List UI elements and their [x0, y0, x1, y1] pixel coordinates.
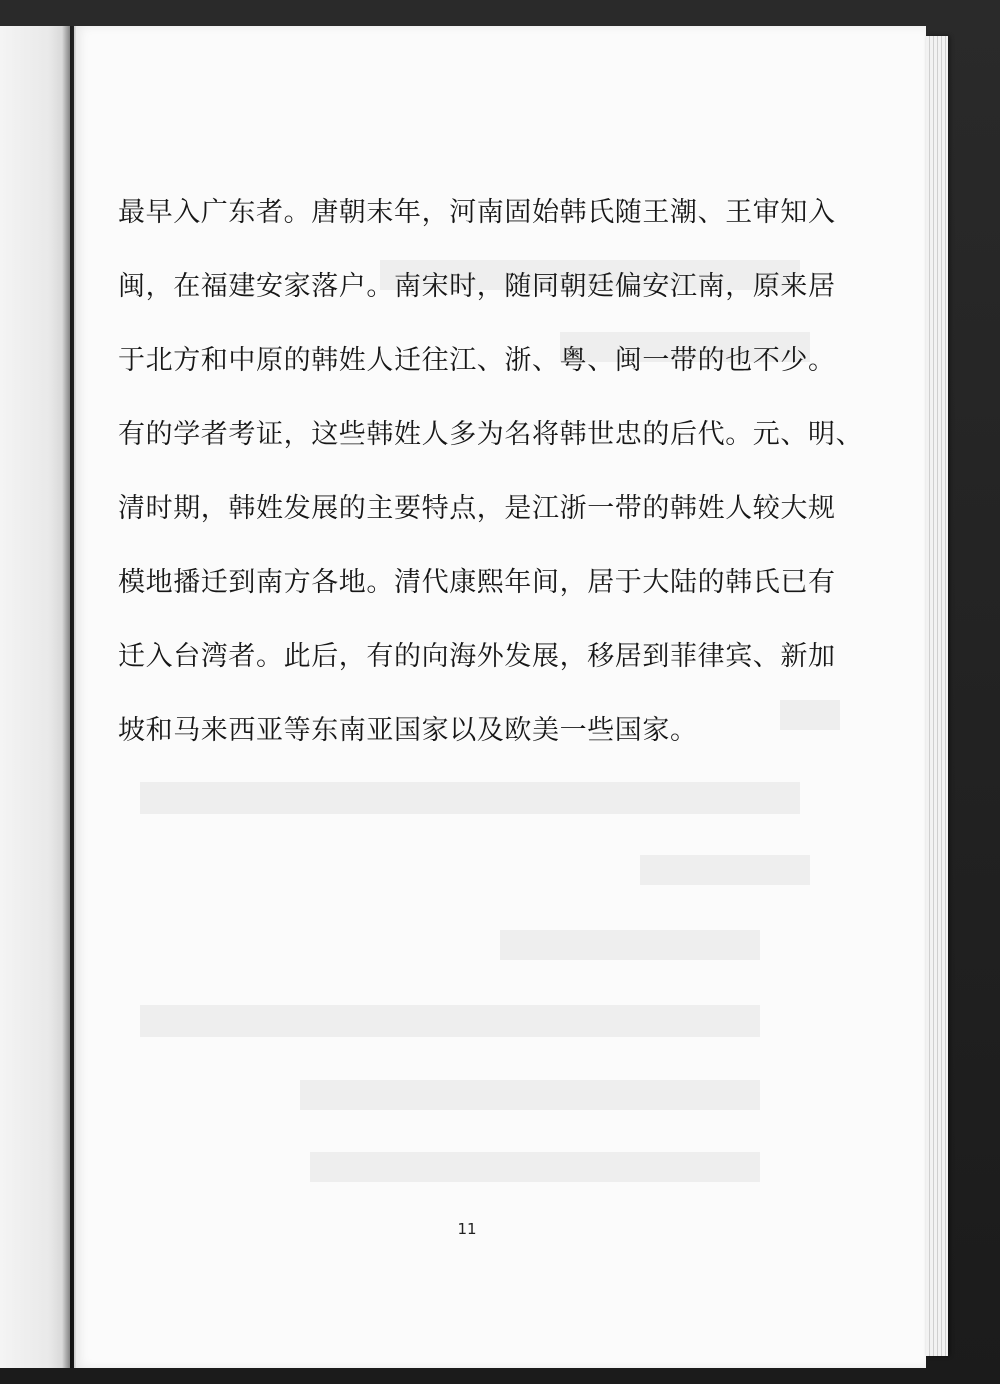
bleed-through-line	[140, 782, 800, 814]
spine-shadow	[62, 26, 76, 1368]
page-number: 11	[457, 1220, 477, 1238]
text-line: 坡和马来西亚等东南亚国家以及欧美一些国家。	[118, 715, 698, 746]
text-line: 清时期，韩姓发展的主要特点，是江浙一带的韩姓人较大规	[118, 493, 836, 524]
text-line: 模地播迁到南方各地。清代康熙年间，居于大陆的韩氏已有	[118, 567, 836, 598]
text-line: 于北方和中原的韩姓人迁往江、浙、粤、闽一带的也不少。	[118, 345, 836, 376]
bleed-through-line	[640, 855, 810, 885]
bleed-through-line	[500, 930, 760, 960]
page-stack-edge	[926, 36, 948, 1356]
body-text	[118, 176, 864, 768]
bleed-through-line	[310, 1152, 760, 1182]
bleed-through-line	[300, 1080, 760, 1110]
text-line: 迁入台湾者。此后，有的向海外发展，移居到菲律宾、新加	[118, 641, 836, 672]
text-line: 闽，在福建安家落户。南宋时，随同朝廷偏安江南，原来居	[118, 271, 836, 302]
text-line: 有的学者考证，这些韩姓人多为名将韩世忠的后代。元、明、	[118, 419, 864, 450]
text-line: 最早入广东者。唐朝末年，河南固始韩氏随王潮、王审知入	[118, 197, 836, 228]
left-page-edge	[0, 26, 70, 1368]
bleed-through-line	[140, 1005, 760, 1037]
